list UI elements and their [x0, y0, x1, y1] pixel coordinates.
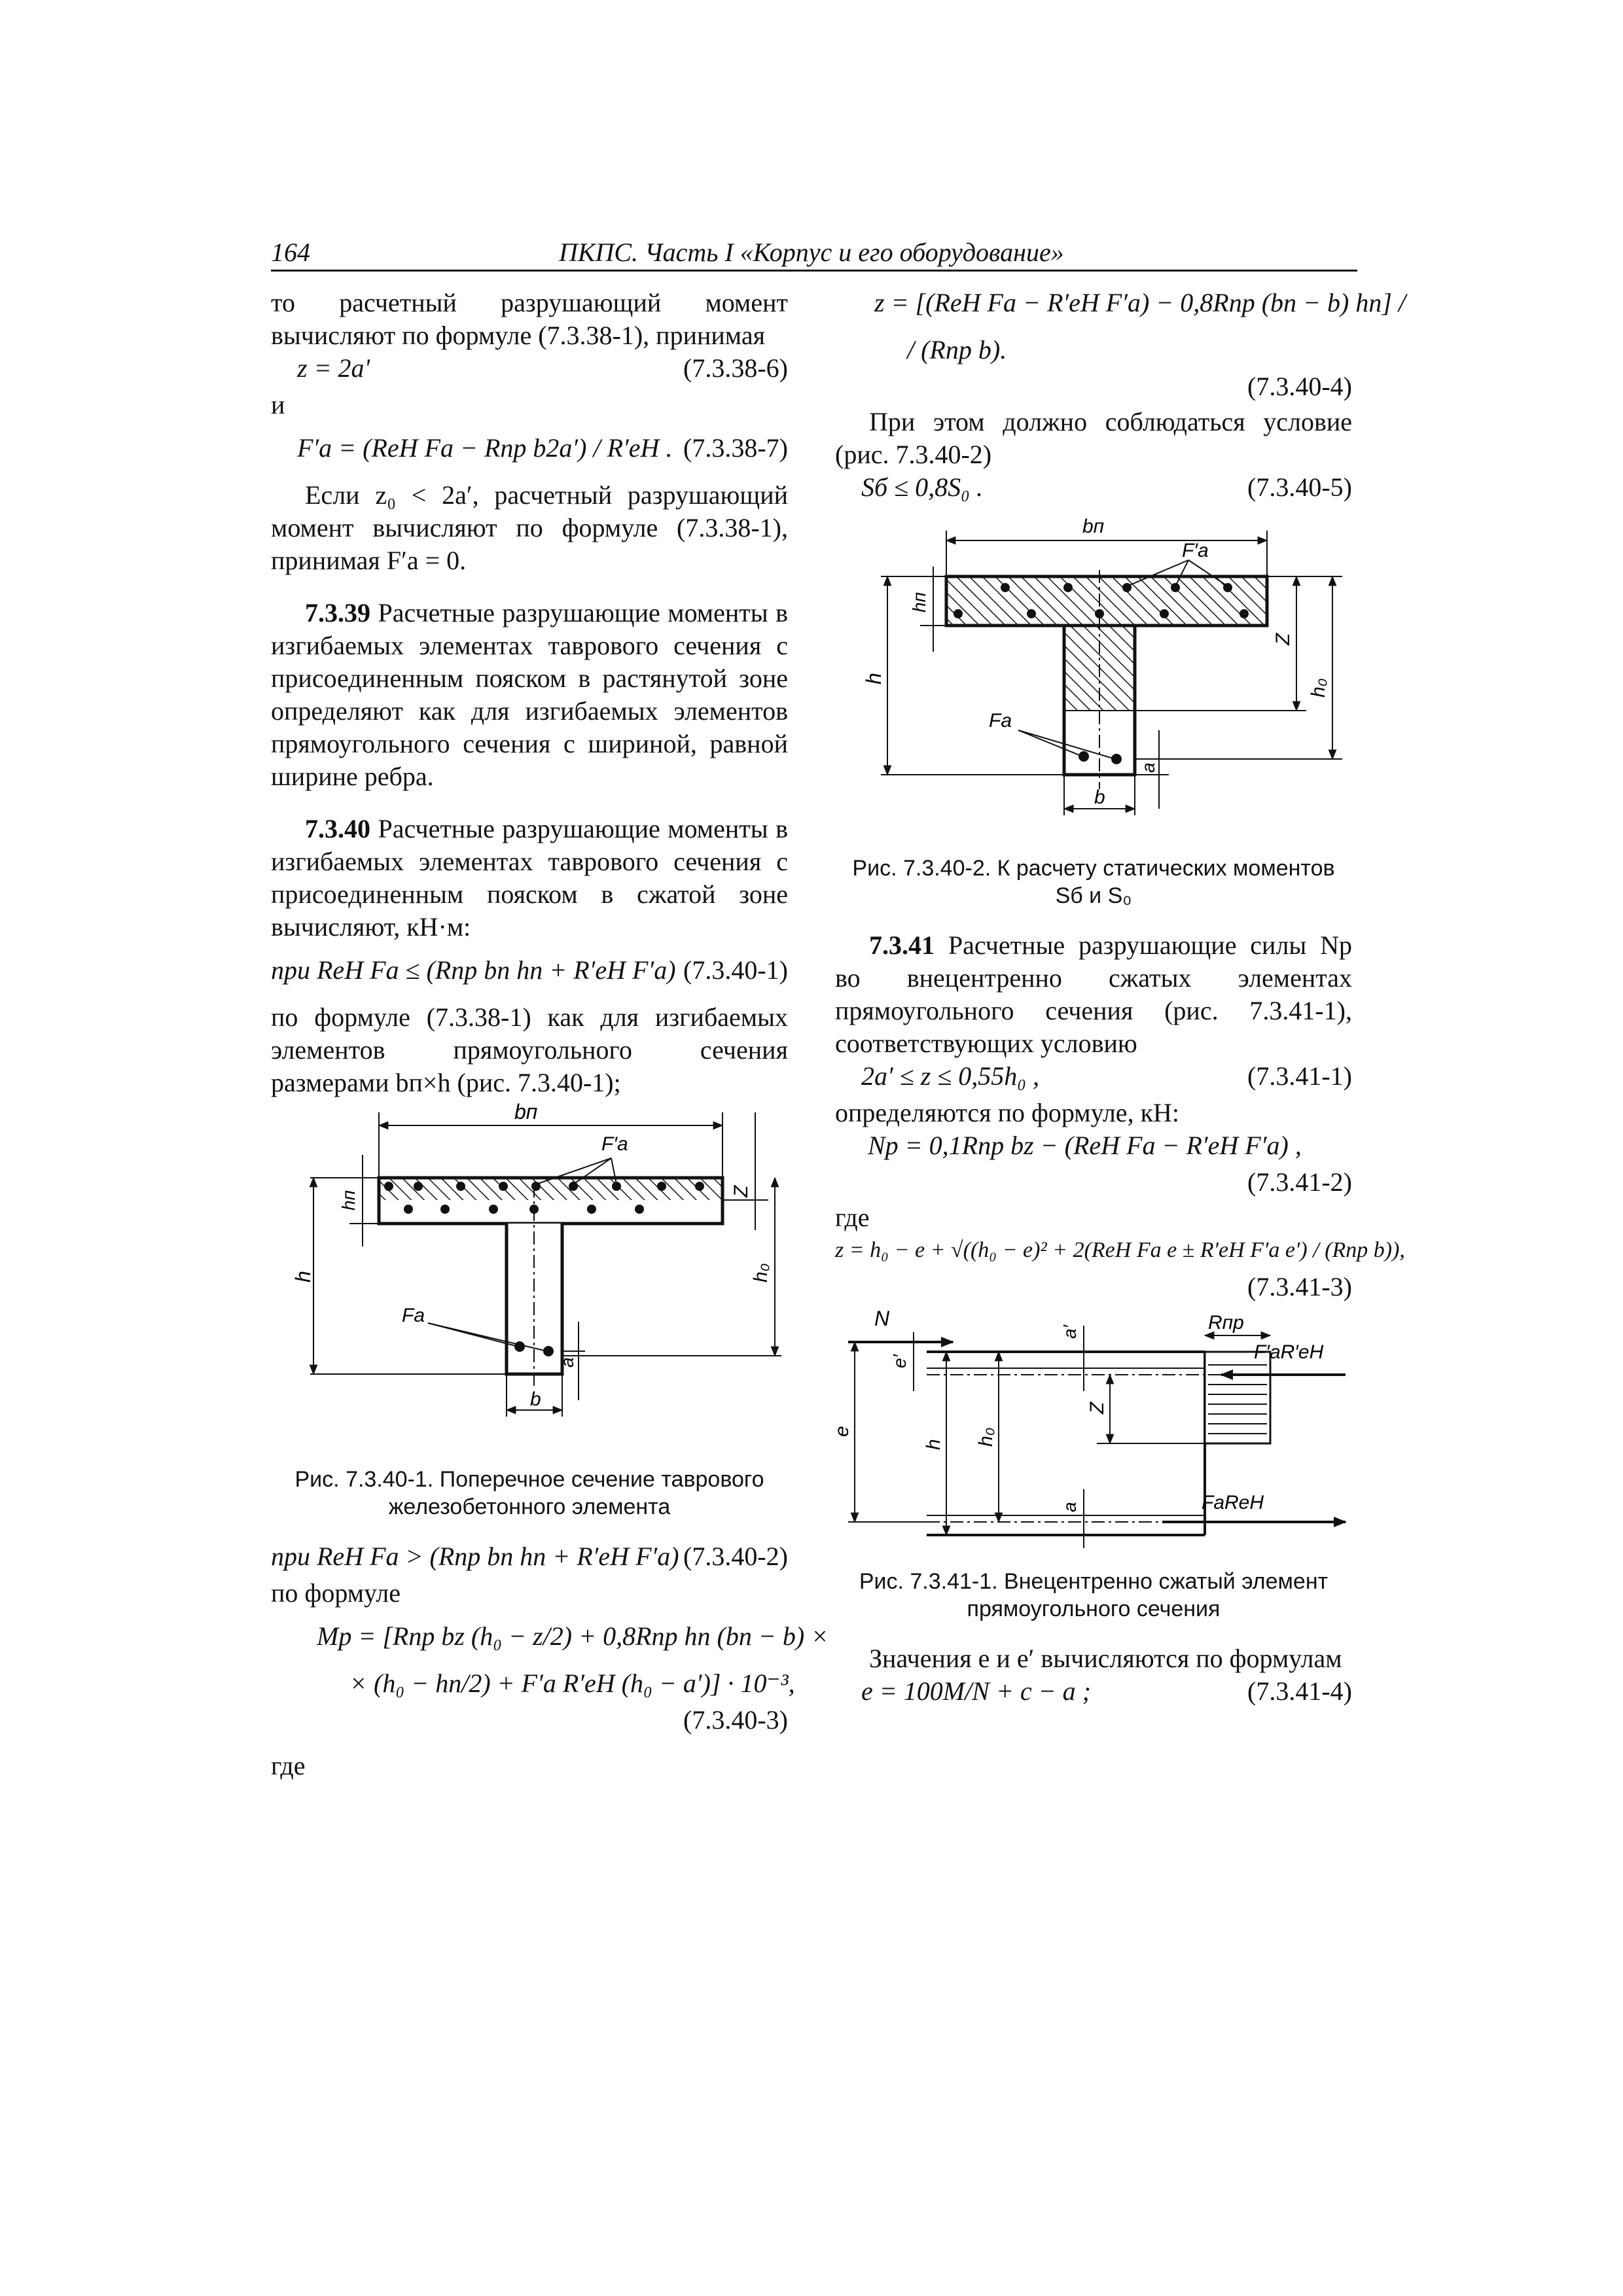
label-a: a — [1060, 1502, 1080, 1512]
formula-7-3-40-4-line1 — [835, 287, 1406, 323]
formula-number: (7.3.40-1) — [683, 955, 788, 985]
right-column — [831, 287, 1406, 1712]
formula-7-3-40-2 — [271, 1540, 788, 1577]
label-a-top: a′ — [1060, 1325, 1080, 1339]
section-text: Расчетные разрушающие моменты в изгибаемых элементах таврового сечения с присоединенным пояском в сжатой зоне вычисляют, кН·м: — [271, 814, 789, 942]
by-formula: по формуле — [271, 1578, 401, 1608]
label-fr-top: F′аR′еН — [1254, 1341, 1324, 1363]
formula-expression: z = h₀ − e + √((h₀ − e)² + 2(RеН Fа e ± R′еН F′а e′) / (Rпр b)), — [835, 1238, 1405, 1262]
label-h: h — [291, 1271, 315, 1282]
label-h: h — [862, 673, 885, 684]
label-fr-bot: FаRеН — [1202, 1492, 1264, 1513]
label-fa-top: F′а — [601, 1133, 628, 1155]
formula-number: (7.3.41-2) — [1247, 1167, 1352, 1197]
where-word: где — [271, 1751, 306, 1780]
formula-7-3-40-3-line1 — [271, 1620, 829, 1657]
label-z: Z — [1272, 633, 1294, 645]
page-header — [271, 236, 1357, 272]
section-number: 7.3.41 — [869, 930, 935, 960]
label-a: a — [557, 1357, 577, 1368]
section-7-3-40 — [271, 813, 788, 944]
formula-number: (7.3.41-3) — [1247, 1272, 1352, 1301]
formula-7-3-40-5 — [835, 471, 1352, 508]
if-paragraph: Если z₀ < 2a′, расчетный разрушающий момент вычисляют по формуле (7.3.38-1), принимая F′а = 0. — [271, 480, 788, 575]
label-e-top: e′ — [889, 1354, 910, 1368]
formula-7-3-41-4 — [835, 1675, 1352, 1712]
section-number: 7.3.40 — [305, 814, 370, 843]
label-n: N — [874, 1307, 890, 1330]
formula-expression: при RеН Fа > (Rпр bп hп + R′еН F′а) — [271, 1542, 679, 1571]
section-number: 7.3.39 — [305, 598, 370, 627]
formula-7-3-41-3 — [835, 1234, 1405, 1271]
formula-7-3-38-7 — [271, 432, 788, 468]
formula-expression: z = 2a' — [297, 353, 370, 383]
label-h0: h₀ — [750, 1263, 772, 1282]
formula-expression: / (Rпр b). — [907, 335, 1007, 364]
formula-expression: Nр = 0,1Rпр bz − (RеН Fа − R′еН F′а) , — [868, 1131, 1302, 1160]
paragraph-by-formula-1: по формуле (7.3.38-1) как для изгибаемых элементов прямоугольного сечения размерами bп×h (рис. 7.3.40-1); — [271, 1002, 788, 1097]
values-paragraph: Значения e и e′ вычисляются по формулам — [869, 1644, 1342, 1673]
section-text: Расчетные разрушающие силы Nр во внецентренно сжатых элементах прямоугольного сечения (рис. 7.3.41-1), соответствующих условию — [835, 930, 1352, 1058]
label-fa-top: F′а — [1182, 540, 1209, 561]
label-fa: Fа — [402, 1305, 425, 1326]
formula-expression: Mр = [Rпр bz (h₀ − z/2) + 0,8Rпр hп (bп − b) × — [317, 1621, 829, 1651]
intro-paragraph: то расчетный разрушающий момент вычисляют по формуле (7.3.38-1), принимая — [271, 288, 788, 350]
label-z: Z — [1086, 1402, 1108, 1414]
label-hp: hп — [338, 1190, 359, 1210]
label-hp: hп — [909, 592, 929, 612]
running-title: ПКПС. Часть I «Корпус и его оборудование» — [559, 238, 1064, 267]
where-word: где — [835, 1203, 870, 1232]
formula-number: (7.3.38-7) — [683, 433, 788, 463]
label-fa: Fа — [989, 710, 1012, 732]
formula-number: (7.3.38-6) — [683, 353, 788, 383]
figure-7-3-41-1-caption-line1: Рис. 7.3.41-1. Внецентренно сжатый элемент — [859, 1569, 1329, 1594]
figure-7-3-40-1 — [271, 1099, 788, 1466]
formula-expression: z = [(RеН Fа − R′еН F′а) − 0,8Rпр (bп − b) hп] / — [874, 288, 1406, 317]
condition-paragraph: При этом должно соблюдаться условие (рис. 7.3.40-2) — [835, 407, 1352, 469]
formula-7-3-41-1 — [835, 1060, 1352, 1097]
section-7-3-39 — [271, 597, 788, 793]
section-text: Расчетные разрушающие моменты в изгибаемых элементах таврового сечения с присоединенным пояском в растянутой зоне определяют как для изгибаемых элементов прямоугольного сечения с шириной, равной ширине ребра. — [271, 598, 789, 791]
formula-expression: × (h₀ − hп/2) + F′а R′еН (h₀ − a′)] · 10⁻³, — [349, 1669, 795, 1698]
label-h0: h₀ — [1308, 678, 1329, 698]
figure-7-3-41-1 — [831, 1306, 1352, 1568]
formula-number: (7.3.40-5) — [1247, 472, 1352, 502]
page-number: 164 — [271, 238, 310, 267]
label-bp: bп — [1082, 516, 1105, 537]
formula-7-3-41-2 — [835, 1129, 1352, 1166]
figure-7-3-40-2-caption-line1: Рис. 7.3.40-2. К расчету статических моментов — [852, 856, 1335, 881]
label-e: e — [831, 1426, 853, 1437]
figure-7-3-40-2 — [835, 508, 1352, 855]
determined-paragraph: определяются по формуле, кН: — [835, 1098, 1179, 1127]
figure-7-3-40-2-caption-line2: Sб и S₀ — [1055, 883, 1132, 908]
formula-number: (7.3.40-2) — [683, 1542, 788, 1571]
formula-number: (7.3.40-3) — [683, 1705, 788, 1735]
section-7-3-41 — [835, 929, 1352, 1060]
formula-7-3-40-3-line2 — [271, 1667, 795, 1704]
formula-expression: 2a′ ≤ z ≤ 0,55h₀ , — [861, 1061, 1040, 1091]
left-column — [271, 287, 829, 1782]
formula-expression: Sб ≤ 0,8S₀ . — [861, 472, 983, 502]
figure-7-3-40-1-caption: Рис. 7.3.40-1. Поперечное сечение таврового железобетонного элемента — [294, 1467, 764, 1519]
formula-number: (7.3.41-1) — [1247, 1061, 1352, 1091]
formula-7-3-38-6 — [271, 352, 788, 389]
formula-7-3-40-1 — [271, 954, 788, 991]
label-z: Z — [730, 1185, 752, 1197]
label-h0: h₀ — [975, 1427, 997, 1447]
label-b: b — [530, 1388, 541, 1410]
formula-7-3-40-4-line2 — [835, 334, 1352, 370]
formula-expression: F′a = (RеН Fа − Rпр b2a′) / R′еН . — [297, 433, 673, 463]
formula-expression: e = 100M/N + c − a ; — [861, 1676, 1091, 1706]
label-bp: bп — [514, 1100, 538, 1123]
figure-7-3-41-1-caption-line2: прямоугольного сечения — [967, 1597, 1221, 1621]
label-rpr: Rпр — [1208, 1312, 1244, 1333]
and-word: и — [271, 390, 285, 419]
formula-expression: при RеН Fа ≤ (Rпр bп hп + R′еН F′а) — [271, 955, 676, 985]
label-b: b — [1094, 786, 1105, 808]
formula-number: (7.3.40-4) — [1247, 372, 1352, 401]
formula-number: (7.3.41-4) — [1247, 1676, 1352, 1706]
label-h: h — [923, 1439, 944, 1450]
label-a: a — [1138, 762, 1158, 773]
